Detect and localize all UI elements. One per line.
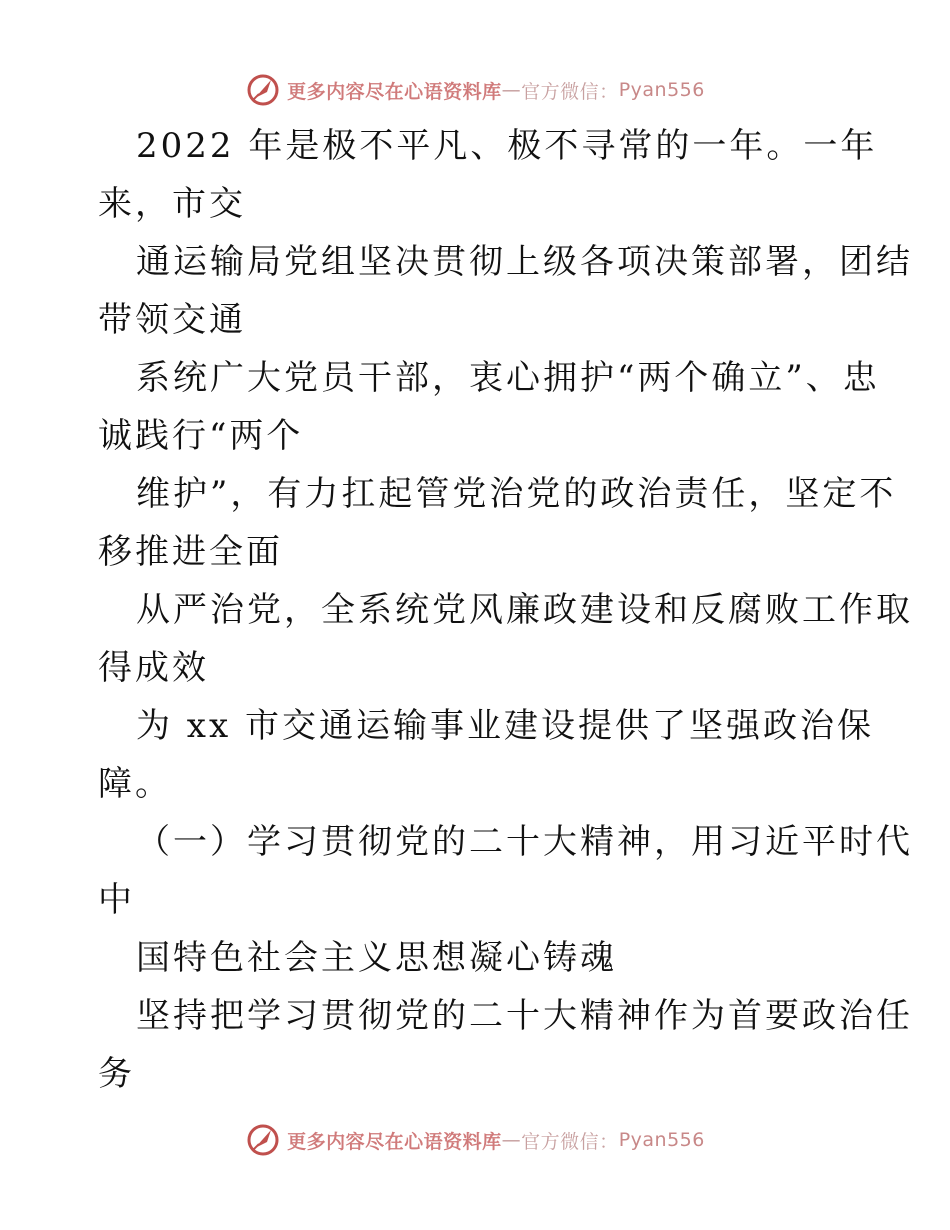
- text-line: 诚践行“两个: [98, 416, 304, 456]
- separator: —: [501, 1129, 522, 1151]
- text-line: 2022 年是极不平凡、极不寻常的一年。一年: [136, 126, 878, 166]
- text-line: 为 xx 市交通运输事业建设提供了坚强政治保: [136, 706, 874, 746]
- document-body: [98, 117, 913, 1103]
- wechat-handle: Pyan556: [618, 1129, 705, 1151]
- quill-logo-icon: [245, 1122, 281, 1158]
- wechat-label: 官方微信：: [521, 80, 619, 103]
- text-line: 移推进全面: [98, 532, 283, 572]
- header-watermark: [0, 70, 950, 110]
- site-name: 更多内容尽在心语资料库: [287, 1130, 502, 1153]
- text-line: 维护”，有力扛起管党治党的政治责任，坚定不: [136, 474, 897, 514]
- text-line: 从严治党，全系统党风廉政建设和反腐败工作取: [136, 590, 913, 630]
- site-name: 更多内容尽在心语资料库: [287, 80, 502, 103]
- quill-logo-icon: [245, 72, 281, 108]
- separator: —: [501, 79, 522, 101]
- text-line: 带领交通: [98, 300, 246, 340]
- text-line: 坚持把学习贯彻党的二十大精神作为首要政治任: [136, 996, 913, 1036]
- footer-watermark: [0, 1120, 950, 1160]
- text-line: 中: [98, 880, 135, 920]
- text-line: 得成效: [98, 648, 209, 688]
- text-line: 来，市交: [98, 184, 246, 224]
- text-line: 通运输局党组坚决贯彻上级各项决策部署，团结: [136, 242, 913, 282]
- text-line: 系统广大党员干部，衷心拥护“两个确立”、忠: [136, 358, 880, 398]
- text-line: 国特色社会主义思想凝心铸魂: [136, 938, 617, 978]
- text-line: 务: [98, 1054, 135, 1094]
- wechat-handle: Pyan556: [618, 79, 705, 101]
- text-line: （一）学习贯彻党的二十大精神，用习近平时代: [136, 822, 913, 862]
- text-line: 障。: [98, 764, 172, 804]
- wechat-label: 官方微信：: [521, 1130, 619, 1153]
